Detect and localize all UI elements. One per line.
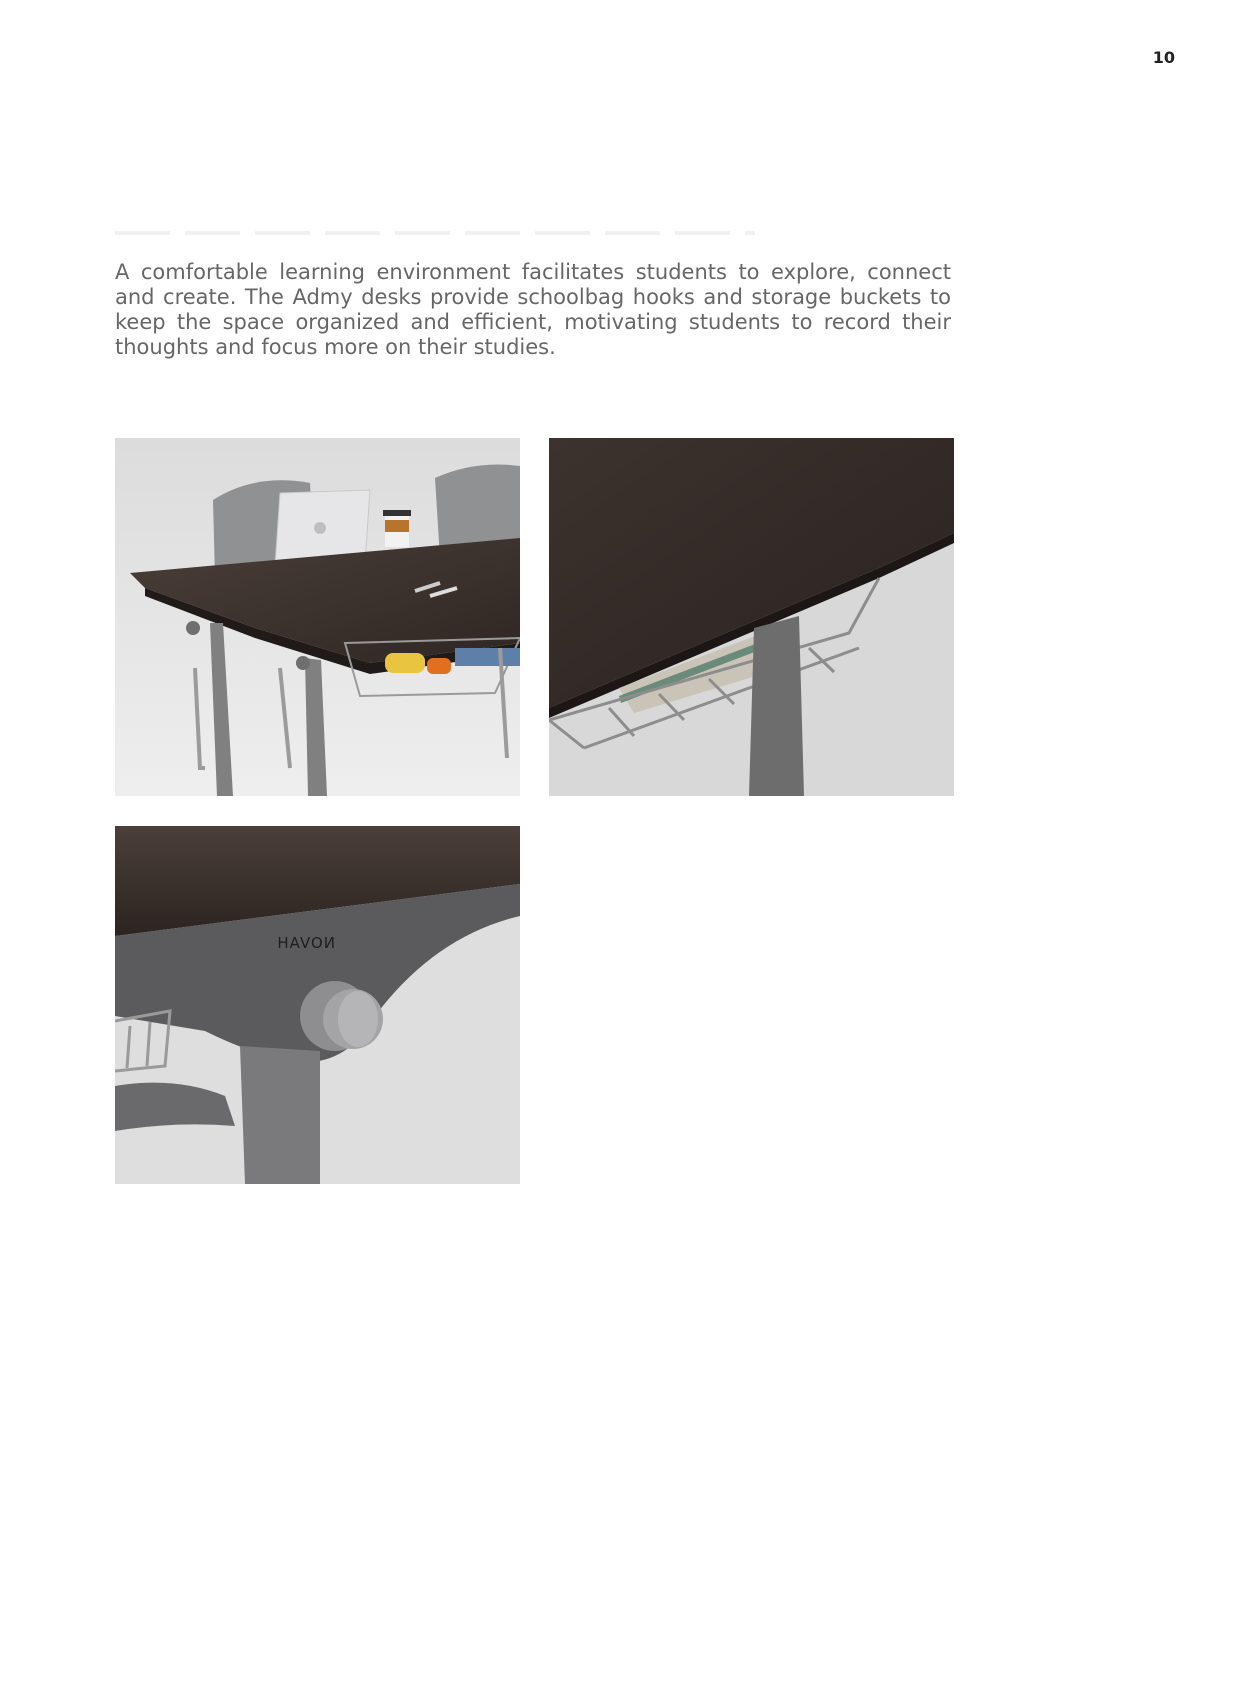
desk-overview-photo xyxy=(115,438,520,796)
storage-basket-closeup-photo xyxy=(549,438,954,796)
body-paragraph: A comfortable learning environment facilitates students to explore, connect and create. The Admy desks provide schoolbag hooks and storage buckets to keep the space organized and efficient, motivating students to record their thoughts and focus more on their studies. xyxy=(115,260,951,359)
page-number: 10 xyxy=(1152,48,1175,67)
schoolbag-hook-closeup-photo xyxy=(115,826,520,1184)
faint-header-line xyxy=(115,231,755,235)
brand-mark: NOVAH xyxy=(276,934,335,952)
